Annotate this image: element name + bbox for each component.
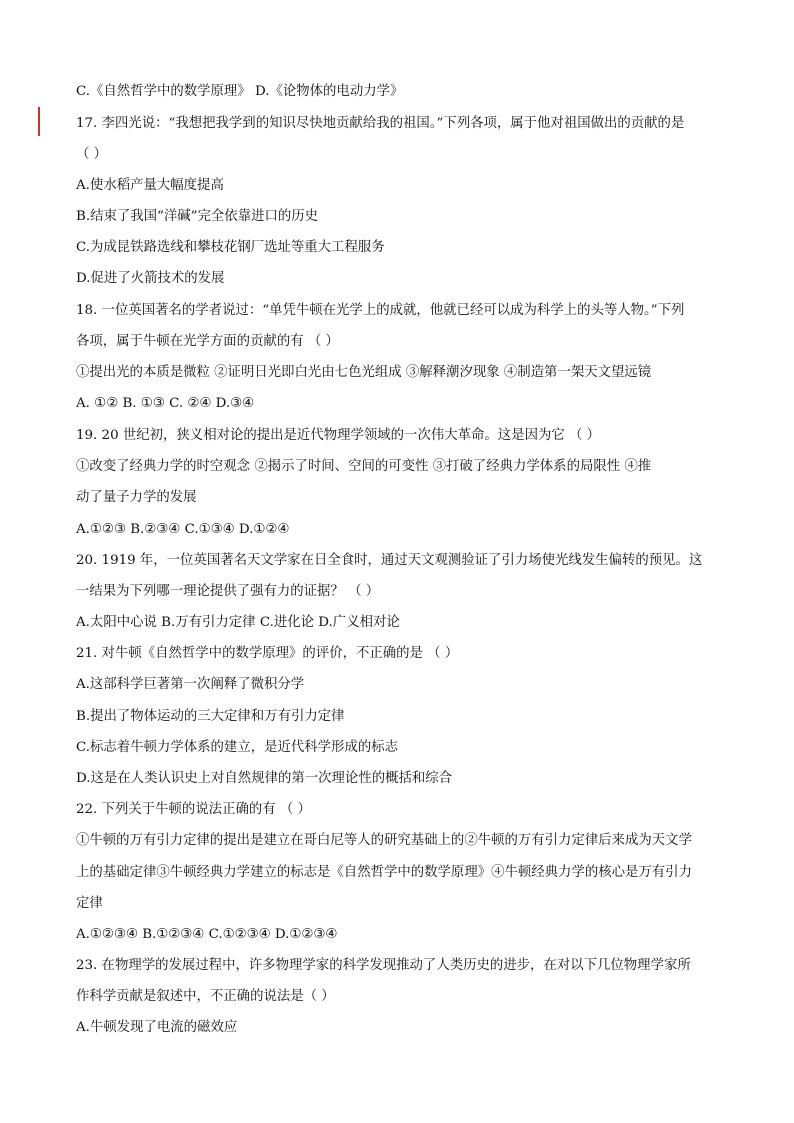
q18-stem: 18. 一位英国著名的学者说过：“单凭牛顿在光学上的成就，他就已经可以成为科学上的头等人物。”下列 [76, 303, 685, 318]
q22-statements: ①牛顿的万有引力定律的提出是建立在哥白尼等人的研究基础上的②牛顿的万有引力定律后来成为天文学 [76, 833, 692, 848]
q20-stem: 20. 1919 年，一位英国著名天文学家在日全食时，通过天文观测验证了引力场使光线发生偏转的预见。这 [76, 553, 703, 568]
q21-stem: 21. 对牛顿《自然哲学中的数学原理》的评价，不正确的是 （ ） [76, 646, 459, 661]
q22-statements-cont: 上的基础定律③牛顿经典力学建立的标志是《自然哲学中的数学原理》④牛顿经典力学的核心是万有引力 [76, 865, 692, 880]
q21-option-a: A.这部科学巨著第一次阐释了微积分学 [76, 677, 305, 692]
q17-option-c: C.为成昆铁路选线和攀枝花钢厂选址等重大工程服务 [76, 240, 385, 255]
q17-option-d: D.促进了火箭技术的发展 [76, 271, 225, 286]
q22-stem: 22. 下列关于牛顿的说法正确的有 （ ） [76, 802, 311, 817]
q17-stem: 17. 李四光说：“我想把我学到的知识尽快地贡献给我的祖国。”下列各项，属于他对祖国做出的贡献的是 [76, 116, 685, 131]
margin-marker [38, 107, 40, 136]
q21-option-b: B.提出了物体运动的三大定律和万有引力定律 [76, 709, 345, 724]
q17-blank: （ ） [76, 147, 108, 162]
q23-option-a: A.牛顿发现了电流的磁效应 [76, 1020, 238, 1035]
q18-stem-cont: 各项，属于牛顿在光学方面的贡献的有 （ ） [76, 334, 339, 349]
q21-option-d: D.这是在人类认识史上对自然规律的第一次理论性的概括和综合 [76, 771, 453, 786]
q20-options: A.太阳中心说 B.万有引力定律 C.进化论 D.广义相对论 [76, 615, 400, 630]
q19-stem: 19. 20 世纪初，狭义相对论的提出是近代物理学领域的一次伟大革命。这是因为它 （ ） [76, 428, 601, 443]
q19-statements: ①改变了经典力学的时空观念 ②揭示了时间、空间的可变性 ③打破了经典力学体系的局限性 ④推 [76, 459, 652, 474]
q22-options: A.①②③④ B.①②③④ C.①②③④ D.①②③④ [76, 927, 338, 942]
q21-option-c: C.标志着牛顿力学体系的建立，是近代科学形成的标志 [76, 740, 399, 755]
q16-options-cd: C.《自然哲学中的数学原理》 D.《论物体的电动力学》 [76, 84, 404, 99]
q23-stem: 23. 在物理学的发展过程中，许多物理学家的科学发现推动了人类历史的进步，在对以下几位物理学家所 [76, 958, 691, 973]
q17-option-b: B.结束了我国“洋碱”完全依靠进口的历史 [76, 209, 319, 224]
q19-statements-cont: 动了量子力学的发展 [76, 490, 197, 505]
q20-stem-cont: 一结果为下列哪一理论提供了强有力的证据？ （ ） [76, 584, 380, 599]
q18-options: A. ①② B. ①③ C. ②④ D.③④ [76, 396, 255, 411]
q23-stem-cont: 作科学贡献是叙述中，不正确的说法是（ ） [76, 989, 335, 1004]
q19-options: A.①②③ B.②③④ C.①③④ D.①②④ [76, 522, 290, 537]
q18-statements: ①提出光的本质是微粒 ②证明日光即白光由七色光组成 ③解释潮汐现象 ④制造第一架天文望远镜 [76, 365, 652, 380]
q17-option-a: A.使水稻产量大幅度提高 [76, 178, 224, 193]
q22-statements-end: 定律 [76, 896, 103, 911]
